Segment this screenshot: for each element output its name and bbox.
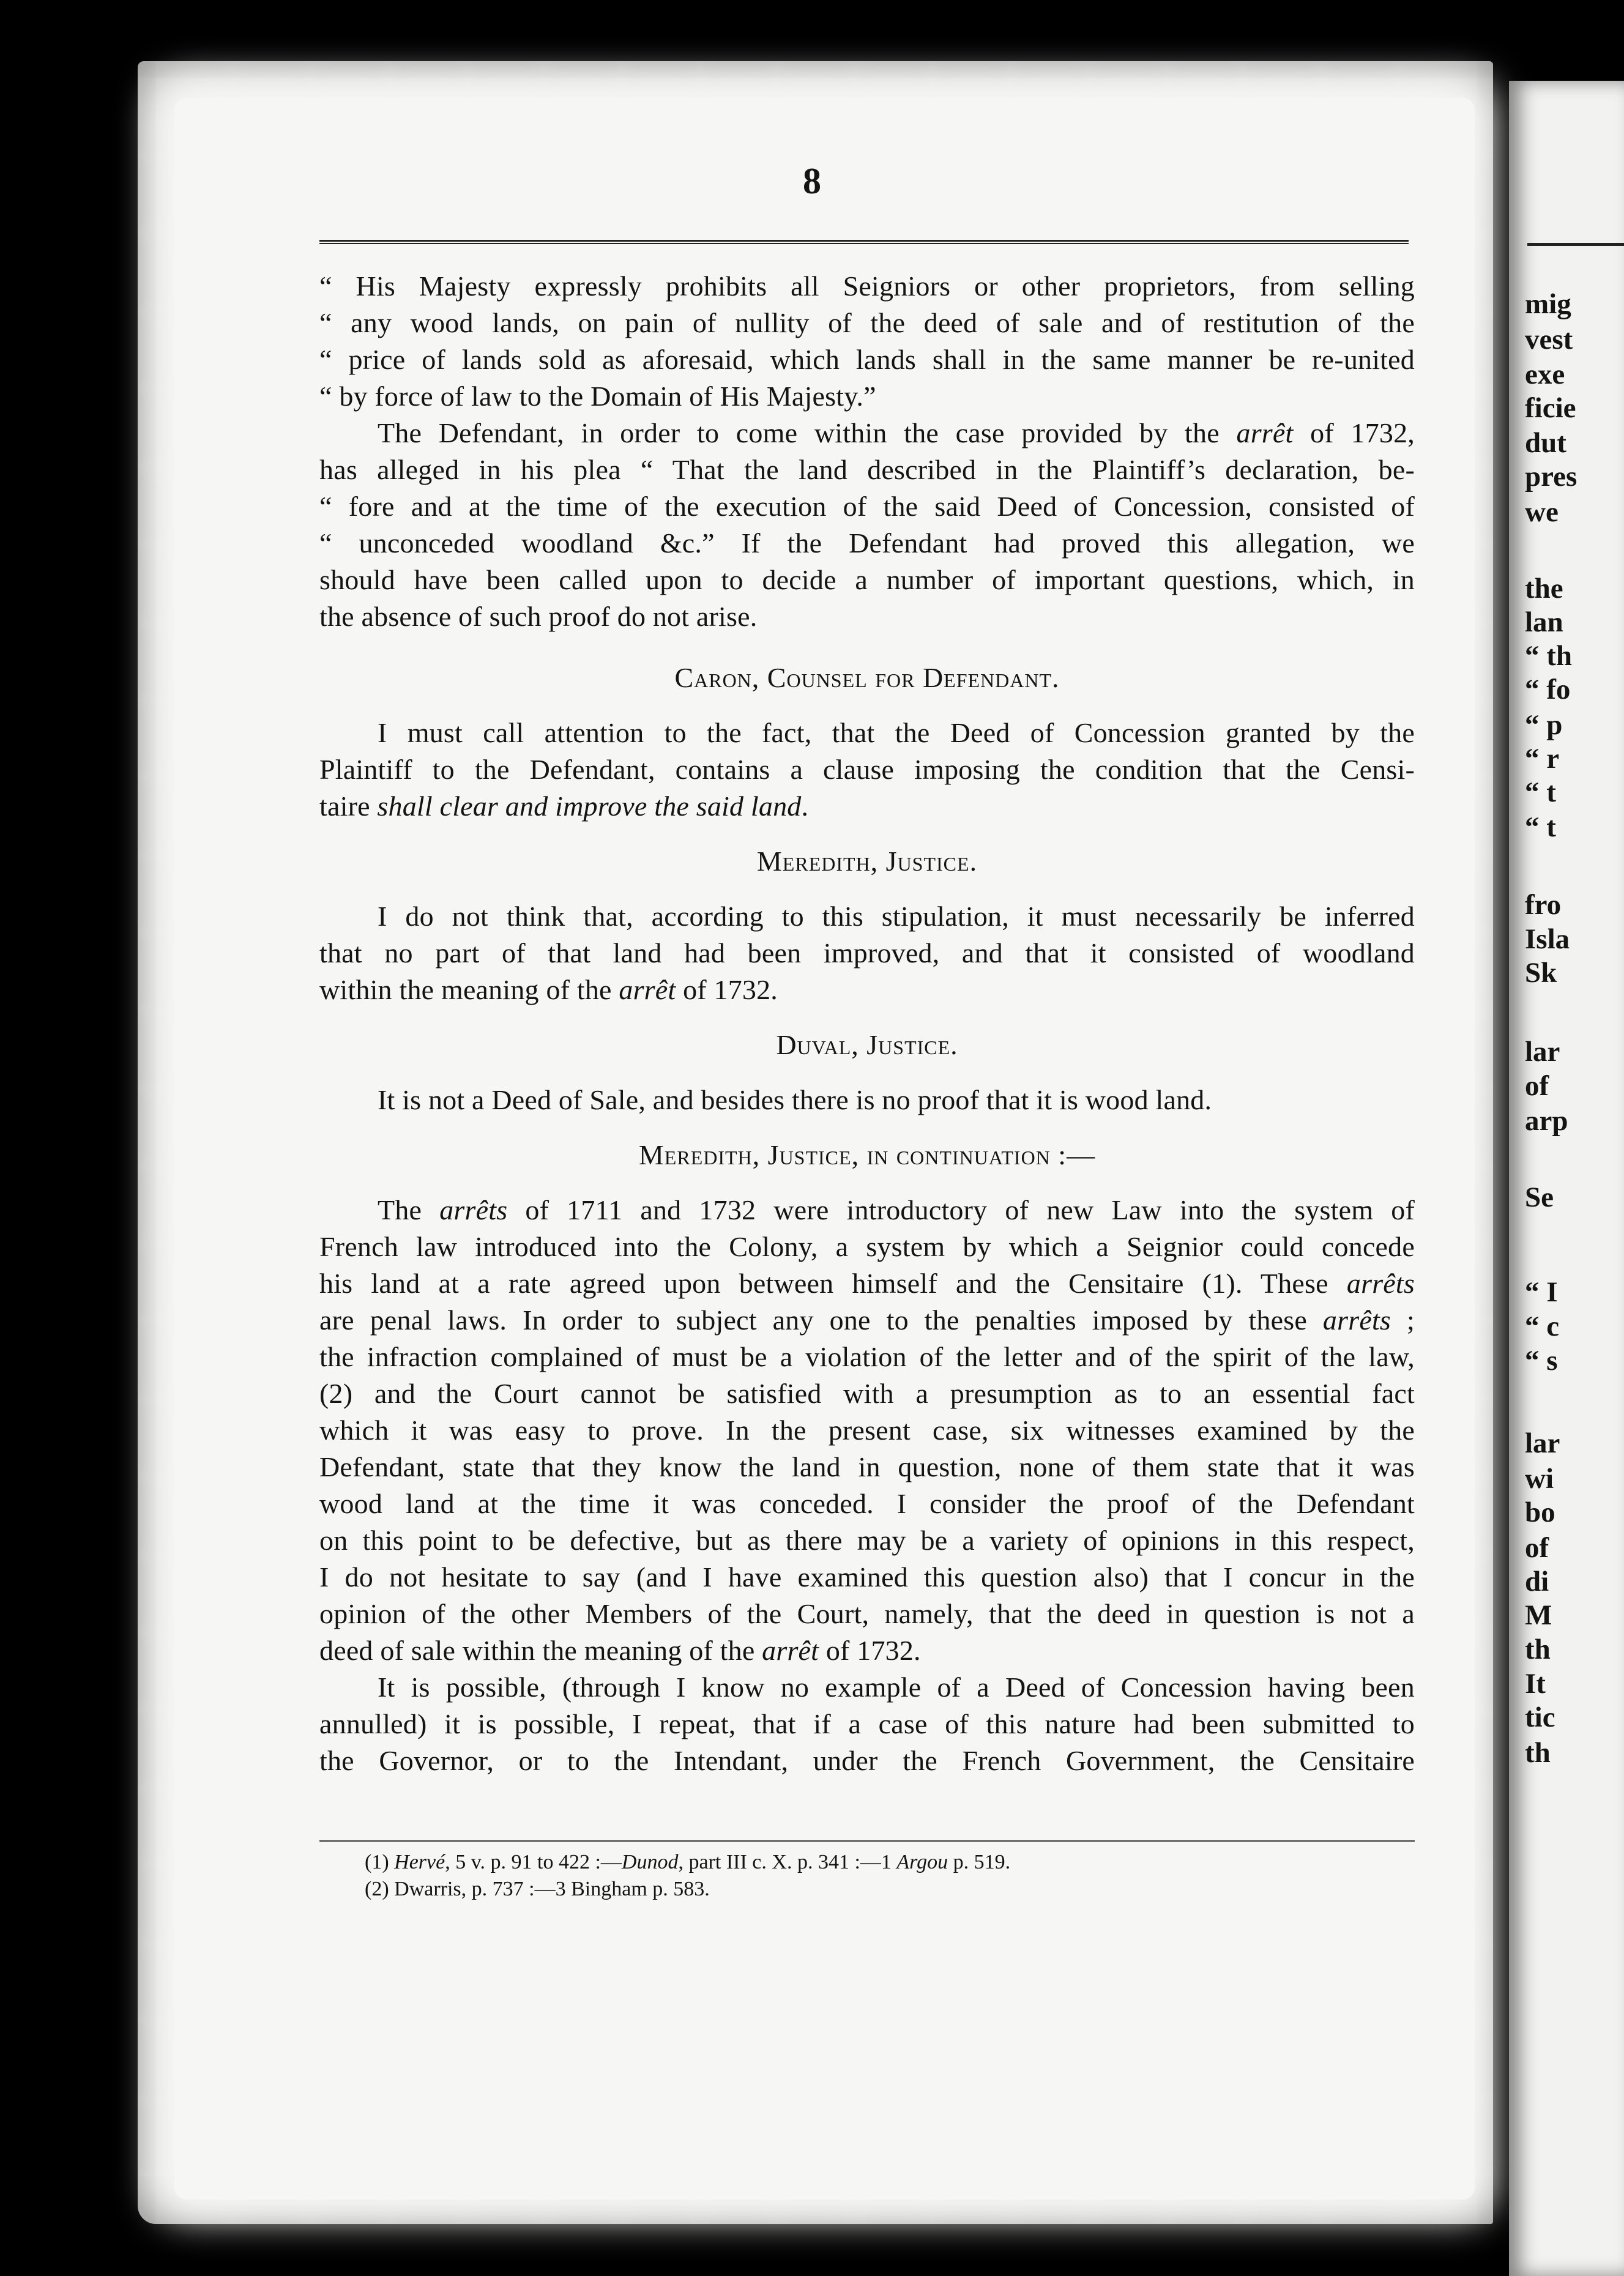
text-line: opinion of the other Members of the Court, namely, that the deed in question is not a (319, 1598, 1415, 1629)
facing-page-word: exe (1525, 359, 1565, 390)
facing-page-word: th (1525, 1737, 1551, 1769)
header-rule (319, 240, 1409, 244)
footnote: (2) Dwarris, p. 737 :—3 Bingham p. 583. (365, 1878, 710, 1900)
text-line: that no part of that land had been improved, and that it consisted of woodland (319, 937, 1415, 969)
facing-page-word: the (1525, 573, 1563, 604)
text-line: Plaintiff to the Defendant, contains a clause imposing the condition that the Censi- (319, 754, 1415, 785)
text-line: It is possible, (through I know no example of a Deed of Concession having been (378, 1672, 1415, 1703)
footnote: (1) Hervé, 5 v. p. 91 to 422 :—Dunod, part III c. X. p. 341 :—1 Argou p. 519. (365, 1851, 1011, 1873)
text-line: deed of sale within the meaning of the arrêt of 1732. (319, 1635, 921, 1666)
page-number: 8 (803, 161, 821, 201)
facing-page-word: “ s (1525, 1345, 1558, 1377)
facing-page-word: It (1525, 1668, 1546, 1700)
meredith-paragraph (319, 898, 1415, 1008)
facing-page-word: “ p (1525, 709, 1563, 741)
footnotes (365, 1849, 1405, 1903)
facing-page-word: lan (1525, 606, 1563, 638)
speaker-heading: Meredith, Justice. (756, 846, 978, 877)
final-paragraph (319, 1669, 1415, 1779)
text-line: It is not a Deed of Sale, and besides there is no proof that it is wood land. (378, 1084, 1212, 1115)
facing-page-word: arp (1525, 1105, 1568, 1137)
facing-page-word: “ fo (1525, 674, 1571, 705)
continuation-paragraph (319, 1192, 1415, 1669)
duval-paragraph (319, 1082, 1415, 1118)
text-line: I must call attention to the fact, that the Deed of Concession granted by the (378, 717, 1415, 748)
caron-paragraph (319, 715, 1415, 825)
text-line: within the meaning of the arrêt of 1732. (319, 974, 778, 1005)
text-line: “ fore and at the time of the execution of the said Deed of Concession, consisted of (319, 491, 1415, 522)
facing-page-word: bo (1525, 1497, 1555, 1528)
text-line: the infraction complained of must be a violation of the letter and of the spirit of the law, (319, 1341, 1415, 1372)
facing-page-word: di (1525, 1566, 1549, 1597)
footnote-rule (319, 1840, 1415, 1842)
facing-page-edge (1509, 81, 1624, 2276)
facing-page-word: lar (1525, 1036, 1560, 1068)
facing-page-word: fro (1525, 889, 1562, 921)
facing-page-word: pres (1525, 461, 1577, 493)
text-line: “ by force of law to the Domain of His Majesty.” (319, 381, 876, 412)
document-body (319, 268, 1415, 1779)
text-line: The arrêts of 1711 and 1732 were introductory of new Law into the system of (378, 1194, 1415, 1225)
facing-page-rule (1527, 243, 1624, 246)
text-line: “ His Majesty expressly prohibits all Seigniors or other proprietors, from selling (319, 270, 1415, 302)
facing-page-word: “ r (1525, 743, 1560, 775)
facing-page-word: tic (1525, 1701, 1555, 1733)
facing-page-word: ficie (1525, 392, 1576, 424)
text-line: The Defendant, in order to come within the case provided by the arrêt of 1732, (378, 417, 1415, 448)
text-line: his land at a rate agreed upon between himself and the Censitaire (1). These arrêts (319, 1268, 1415, 1299)
facing-page-word: Sk (1525, 957, 1557, 989)
body-paragraph (319, 415, 1415, 635)
text-line: wood land at the time it was conceded. I consider the proof of the Defendant (319, 1488, 1415, 1519)
facing-page-word: “ t (1525, 811, 1556, 843)
facing-page-word: “ th (1525, 640, 1573, 672)
facing-page-word: mig (1525, 288, 1571, 320)
facing-page-word: “ I (1525, 1276, 1558, 1308)
facing-page-word: th (1525, 1634, 1551, 1665)
speaker-heading: Duval, Justice. (776, 1029, 958, 1060)
text-line: I do not think that, according to this stipulation, it must necessarily be inferred (378, 901, 1415, 932)
text-line: “ any wood lands, on pain of nullity of the deed of sale and of restitution of the (319, 307, 1415, 338)
facing-page-word: we (1525, 496, 1559, 528)
text-line: I do not hesitate to say (and I have examined this question also) that I concur in the (319, 1561, 1415, 1593)
facing-page-word: Se (1525, 1181, 1554, 1213)
text-line: “ price of lands sold as aforesaid, which lands shall in the same manner be re-united (319, 344, 1415, 375)
speaker-heading: Caron, Counsel for Defendant. (674, 662, 1060, 693)
facing-page-word: M (1525, 1599, 1552, 1631)
text-line: the absence of such proof do not arise. (319, 601, 758, 632)
text-line: which it was easy to prove. In the present case, six witnesses examined by the (319, 1415, 1415, 1446)
speaker-heading: Meredith, Justice, in continuation :— (638, 1139, 1096, 1170)
facing-page-word: lar (1525, 1427, 1560, 1459)
text-line: has alleged in his plea “ That the land described in the Plaintiff’s declaration, be- (319, 454, 1415, 485)
facing-page-word: wi (1525, 1463, 1554, 1495)
text-line: the Governor, or to the Intendant, under the French Government, the Censitaire (319, 1745, 1415, 1776)
text-line: “ unconceded woodland &c.” If the Defendant had proved this allegation, we (319, 527, 1415, 559)
facing-page-word: of (1525, 1070, 1549, 1102)
text-line: are penal laws. In order to subject any one to the penalties imposed by these arrêts ; (319, 1304, 1415, 1336)
text-line: annulled) it is possible, I repeat, that if a case of this nature had been submitted to (319, 1708, 1415, 1739)
facing-page-word: Isla (1525, 923, 1570, 955)
facing-page-word: of (1525, 1532, 1549, 1564)
facing-page-word: “ c (1525, 1311, 1560, 1342)
text-line: on this point to be defective, but as there may be a variety of opinions in this respect, (319, 1525, 1415, 1556)
text-line: (2) and the Court cannot be satisfied with a presumption as to an essential fact (319, 1378, 1415, 1409)
quote-paragraph (319, 268, 1415, 415)
text-line: French law introduced into the Colony, a system by which a Seignior could concede (319, 1231, 1415, 1262)
facing-page-word: “ t (1525, 776, 1556, 808)
text-line: Defendant, state that they know the land in question, none of them state that it was (319, 1451, 1415, 1482)
facing-page-word: dut (1525, 427, 1566, 459)
facing-page-word: vest (1525, 324, 1573, 355)
text-line: should have been called upon to decide a number of important questions, which, in (319, 564, 1415, 595)
text-line: taire shall clear and improve the said land. (319, 790, 809, 822)
